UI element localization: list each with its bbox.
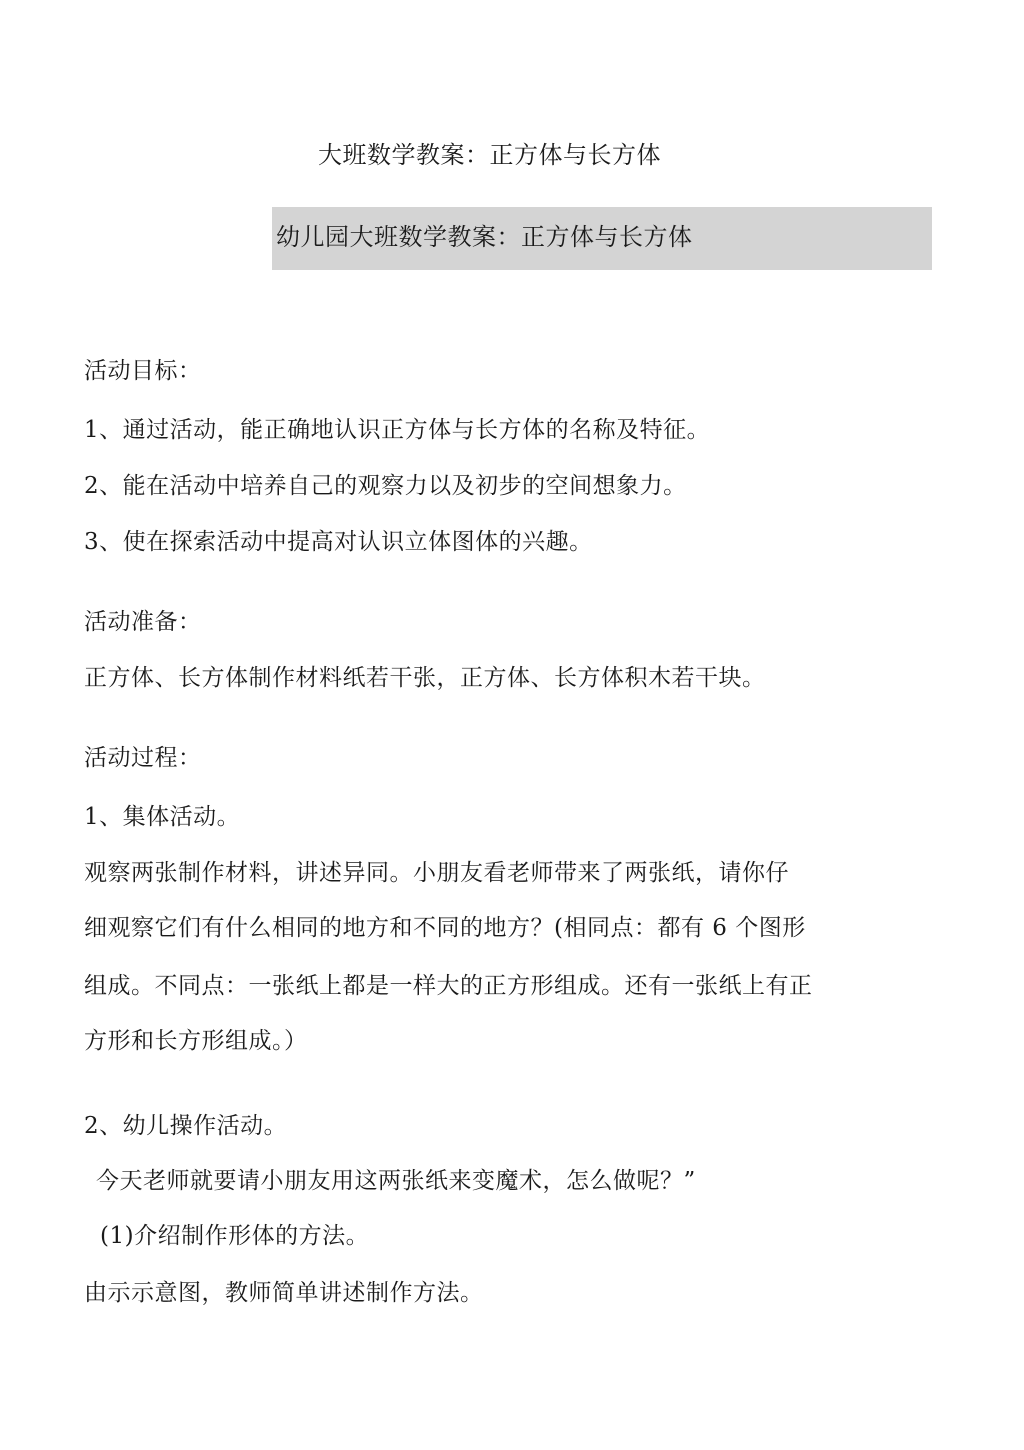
paragraph-line: 方形和长方形组成。） bbox=[84, 1028, 308, 1054]
section-heading-process: 活动过程： bbox=[84, 745, 202, 771]
step-title: 1、集体活动。 bbox=[84, 804, 241, 830]
document-title: 大班数学教案：正方体与长方体 bbox=[318, 141, 661, 169]
goal-item: 1、通过活动，能正确地认识正方体与长方体的名称及特征。 bbox=[84, 417, 711, 443]
substep-title: (1)介绍制作形体的方法。 bbox=[100, 1223, 370, 1249]
quote-line: 今天老师就要请小朋友用这两张纸来变魔术，怎么做呢？” bbox=[96, 1168, 696, 1194]
step-title: 2、幼儿操作活动。 bbox=[84, 1113, 288, 1139]
paragraph-line: 细观察它们有什么相同的地方和不同的地方？(相同点：都有 6 个图形 bbox=[84, 915, 806, 941]
section-heading-goals: 活动目标： bbox=[84, 358, 202, 384]
paragraph-line: 观察两张制作材料，讲述异同。小朋友看老师带来了两张纸，请你仔 bbox=[84, 860, 789, 886]
goal-item: 3、使在探索活动中提高对认识立体图体的兴趣。 bbox=[84, 529, 593, 555]
paragraph-line: 由示示意图，教师简单讲述制作方法。 bbox=[84, 1280, 484, 1306]
paragraph-line: 组成。不同点：一张纸上都是一样大的正方形组成。还有一张纸上有正 bbox=[84, 973, 813, 999]
subtitle-text: 幼儿园大班数学教案：正方体与长方体 bbox=[276, 223, 693, 251]
subtitle-banner bbox=[272, 207, 932, 270]
prep-text: 正方体、长方体制作材料纸若干张，正方体、长方体积木若干块。 bbox=[84, 665, 766, 691]
section-heading-prep: 活动准备： bbox=[84, 609, 202, 635]
goal-item: 2、能在活动中培养自己的观察力以及初步的空间想象力。 bbox=[84, 473, 687, 499]
